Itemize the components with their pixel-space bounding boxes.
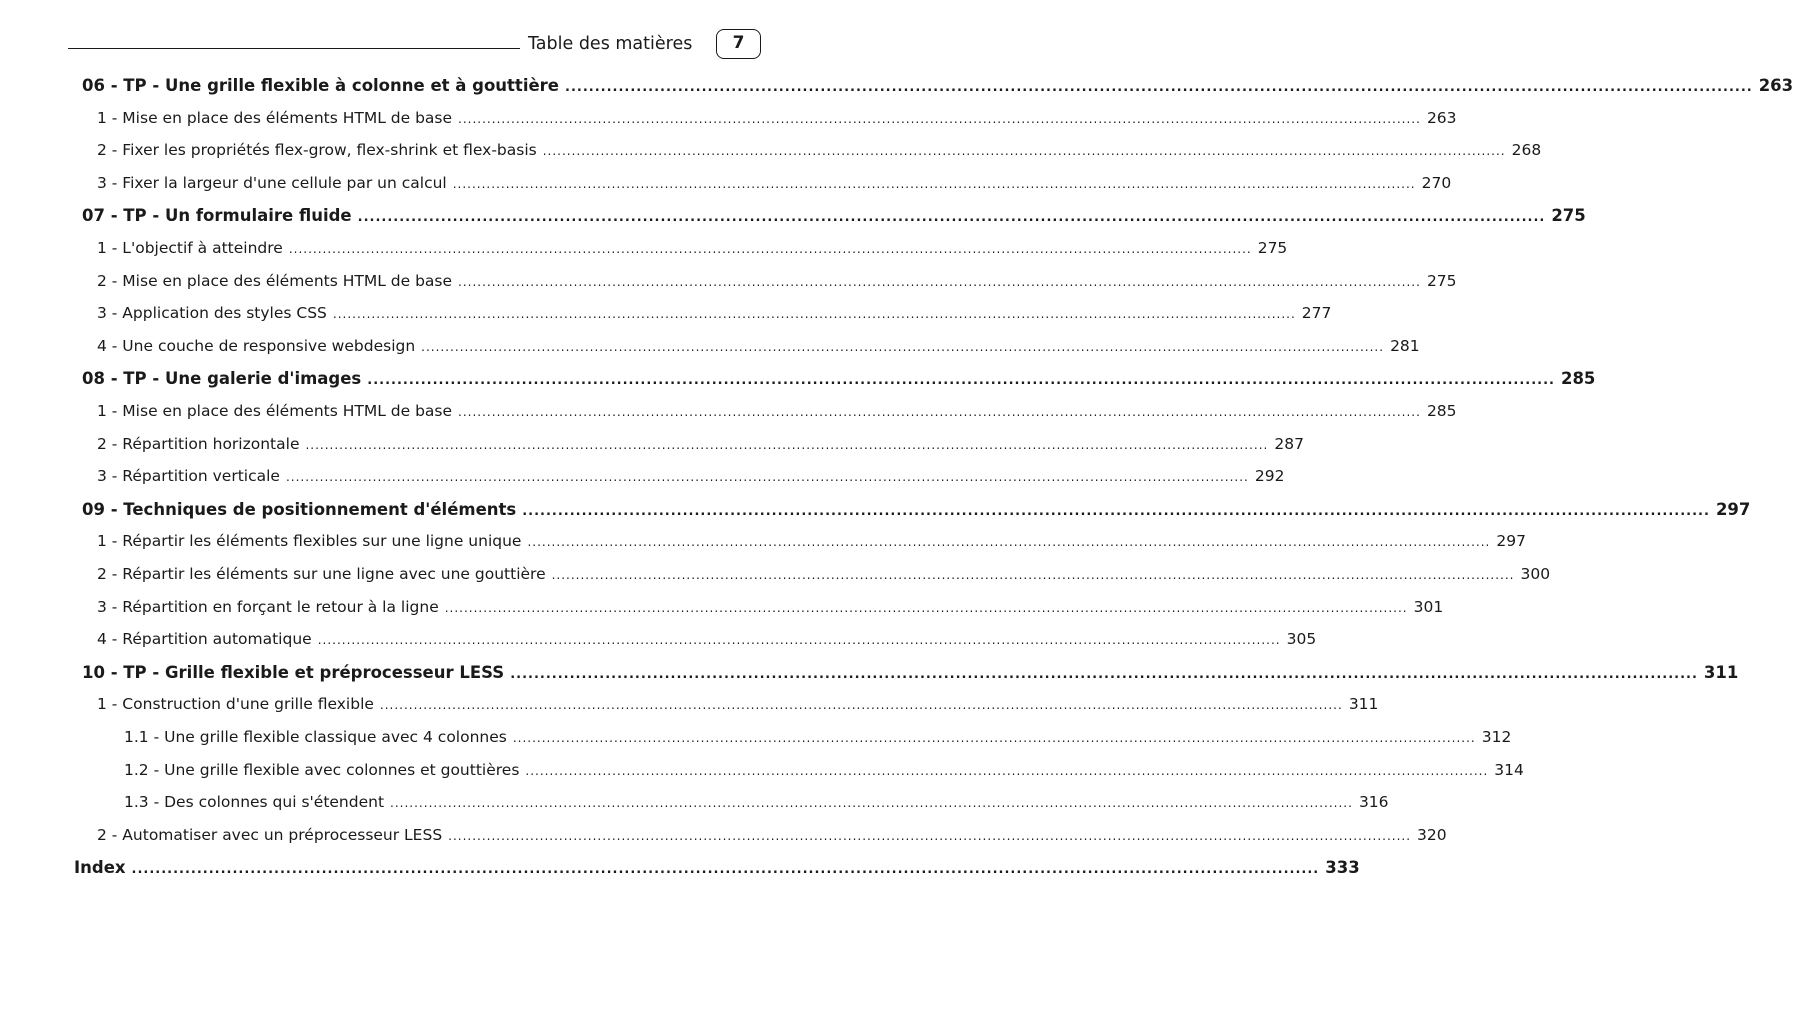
toc-entry-page: 275 [1426,271,1457,290]
toc-section-entry[interactable] [97,434,1304,459]
toc-subsection-entry[interactable] [124,793,1389,817]
toc-entry-page: 281 [1390,336,1420,355]
toc-entry-page: 292 [1254,467,1285,486]
toc-leader-dots: ........................................................................................................................................................................................................ [458,405,1421,419]
toc-entry-title: 1.2 - Une grille flexible avec colonnes et gouttières [124,760,520,779]
toc-section-entry[interactable] [97,239,1288,263]
toc-entry-title: 1 - Construction d'une grille flexible [97,695,374,714]
toc-section-entry[interactable] [97,402,1457,426]
toc-subsection-entry[interactable] [124,760,1524,785]
toc-leader-dots: ........................................................................................................................................................................................................ [510,666,1698,682]
toc-section-entry[interactable] [97,108,1457,133]
toc-leader-dots: ........................................................................................................................................................................................................ [367,373,1555,389]
toc-section-entry[interactable] [97,597,1444,622]
toc-entry-title: 2 - Répartition horizontale [97,434,300,453]
toc-leader-dots: ........................................................................................................................................................................................................ [131,862,1320,878]
toc-leader-dots: ........................................................................................................................................................................................................ [565,80,1753,95]
toc-leader-dots: ........................................................................................................................................................................................................ [527,535,1491,550]
toc-leader-dots: ........................................................................................................................................................................................................ [421,339,1385,354]
toc-entry-title: 2 - Fixer les propriétés flex-grow, flex-shrink et flex-basis [97,141,537,160]
toc-entry-page: 277 [1301,304,1332,323]
toc-leader-dots: ........................................................................................................................................................................................................ [448,828,1412,843]
toc-entry-page: 301 [1413,597,1444,616]
toc-section-entry[interactable] [97,304,1332,328]
toc-subsection-entry[interactable] [124,728,1512,752]
toc-entry-page: 287 [1274,434,1304,453]
toc-leader-dots: ........................................................................................................................................................................................................ [458,111,1421,126]
toc-leader-dots: ........................................................................................................................................................................................................ [285,470,1249,485]
toc-entry-page: 316 [1358,793,1389,812]
toc-leader-dots: ........................................................................................................................................................................................................ [512,731,1476,745]
toc-leader-dots: ........................................................................................................................................................................................................ [551,568,1515,582]
toc-chapter-entry[interactable] [82,206,1586,230]
toc-leader-dots: ........................................................................................................................................................................................................ [525,763,1489,778]
toc-leader-dots: ........................................................................................................................................................................................................ [542,144,1506,159]
toc-entry-page: 311 [1703,662,1739,682]
toc-entry-title: 2 - Mise en place des éléments HTML de base [97,271,453,290]
toc-entry-title: 4 - Répartition automatique [97,630,312,649]
toc-section-entry[interactable] [97,141,1542,165]
toc-entry-title: 3 - Application des styles CSS [97,304,327,323]
toc-entry-title: 07 - TP - Un formulaire fluide [82,206,352,226]
toc-section-entry[interactable] [97,825,1447,850]
toc-entry-title: 3 - Répartition en forçant le retour à la ligne [97,597,439,616]
toc-entry-page: 305 [1286,630,1317,649]
page-number-badge: 7 [716,29,761,59]
toc-chapter-entry[interactable] [74,858,1360,882]
toc-leader-dots: ........................................................................................................................................................................................................ [288,242,1252,256]
toc-entry-page: 263 [1758,76,1793,95]
toc-section-entry[interactable] [97,173,1452,198]
toc-entry-page: 285 [1426,402,1457,420]
toc-entry-title: 08 - TP - Une galerie d'images [82,369,362,389]
toc-entry-page: 311 [1348,695,1379,714]
toc-entry-page: 263 [1426,108,1457,127]
toc-entry-title: 1 - L'objectif à atteindre [97,239,283,257]
toc-entry-title: 4 - Une couche de responsive webdesign [97,336,416,355]
toc-entry-title: 3 - Fixer la largeur d'une cellule par un calcul [97,173,447,192]
toc-entry-page: 314 [1494,760,1524,779]
toc-chapter-entry[interactable] [82,662,1739,687]
page-header [0,0,791,70]
toc-entry-title: 1 - Mise en place des éléments HTML de base [97,108,453,127]
toc-entry-title: 1 - Mise en place des éléments HTML de base [97,402,453,420]
toc-leader-dots: ........................................................................................................................................................................................................ [305,437,1269,452]
toc-leader-dots: ........................................................................................................................................................................................................ [317,633,1281,648]
toc-entry-title: 06 - TP - Une grille flexible à colonne et à gouttière [82,76,559,95]
toc-entry-title: 2 - Répartir les éléments sur une ligne avec une gouttière [97,565,546,583]
header-rule [68,48,520,49]
toc-entry-title: 1.3 - Des colonnes qui s'étendent [124,793,385,812]
toc-leader-dots: ........................................................................................................................................................................................................ [379,698,1343,713]
toc-chapter-entry[interactable] [82,499,1751,524]
toc-leader-dots: ........................................................................................................................................................................................................ [357,210,1546,226]
toc-section-entry[interactable] [97,630,1317,654]
toc-leader-dots: ........................................................................................................................................................................................................ [458,274,1421,289]
toc-chapter-entry[interactable] [82,76,1793,100]
toc-leader-dots: ........................................................................................................................................................................................................ [390,796,1353,811]
toc-entry-page: 333 [1325,858,1360,878]
toc-chapter-entry[interactable] [82,369,1596,393]
toc-entry-page: 275 [1257,239,1288,257]
toc-entry-page: 270 [1421,173,1452,192]
toc-entry-page: 275 [1551,206,1586,226]
toc-entry-page: 297 [1715,499,1751,519]
toc-entry-page: 297 [1496,532,1526,551]
toc-entry-title: Index [74,858,126,878]
toc-entry-title: 1 - Répartir les éléments flexibles sur une ligne unique [97,532,522,551]
toc-entry-title: 3 - Répartition verticale [97,467,280,486]
toc-section-entry[interactable] [97,565,1551,589]
toc-section-entry[interactable] [97,271,1457,296]
toc-entry-title: 10 - TP - Grille flexible et préprocesseur LESS [82,662,505,682]
toc-entry-page: 300 [1520,565,1551,583]
toc-leader-dots: ........................................................................................................................................................................................................ [444,600,1408,615]
toc-section-entry[interactable] [97,695,1379,719]
toc-entry-title: 1.1 - Une grille flexible classique avec 4 colonnes [124,728,507,746]
toc-entry-page: 320 [1417,825,1447,844]
header-title: Table des matières [528,34,693,54]
toc-entry-page: 312 [1481,728,1512,746]
toc-leader-dots: ........................................................................................................................................................................................................ [452,176,1416,191]
toc-leader-dots: ........................................................................................................................................................................................................ [332,307,1296,322]
toc-leader-dots: ........................................................................................................................................................................................................ [522,503,1710,519]
toc-section-entry[interactable] [97,532,1526,556]
toc-section-entry[interactable] [97,336,1420,361]
toc-entry-page: 268 [1511,141,1542,160]
toc-entry-page: 285 [1560,369,1596,389]
toc-entry-title: 2 - Automatiser avec un préprocesseur LESS [97,825,443,844]
toc-entry-title: 09 - Techniques de positionnement d'éléments [82,499,517,519]
toc-section-entry[interactable] [97,467,1285,491]
